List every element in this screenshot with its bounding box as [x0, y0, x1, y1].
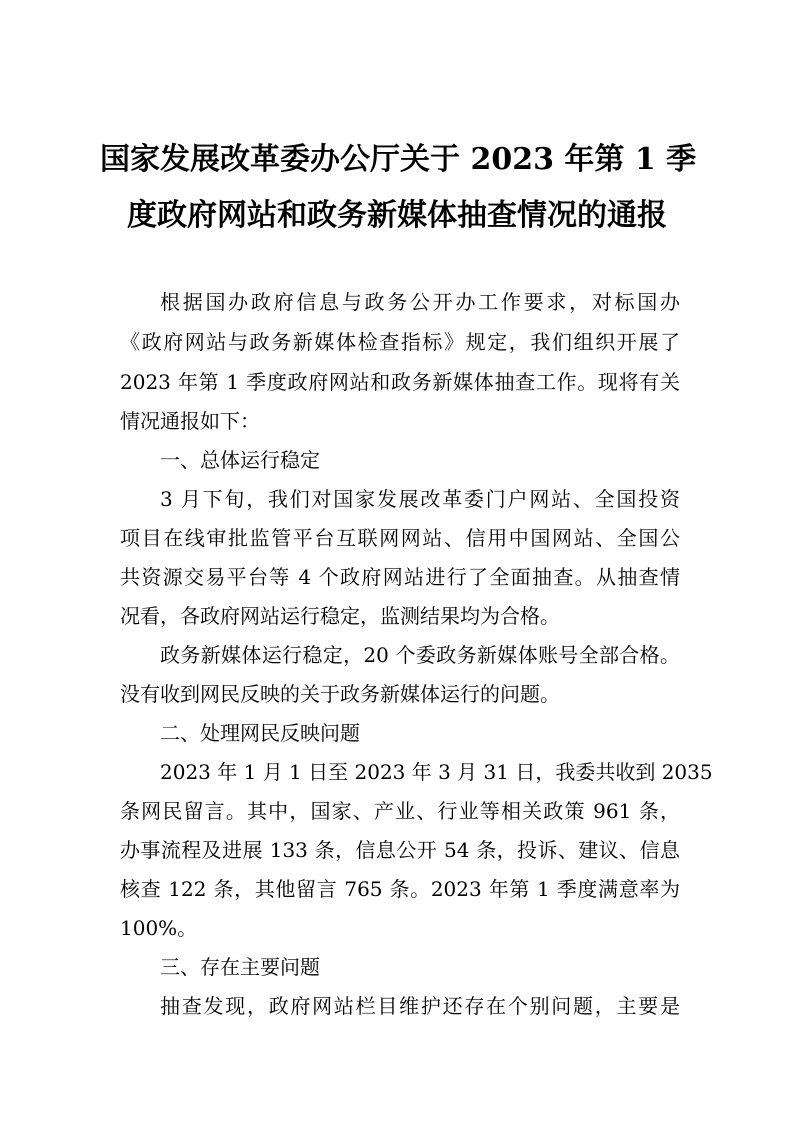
- paragraph-line: 项目在线审批监管平台互联网网站、信用中国网站、全国公: [120, 526, 680, 550]
- document-title-line-1: 国家发展改革委办公厅关于 2023 年第 1 季: [100, 142, 697, 177]
- paragraph-line: 100%。: [120, 916, 198, 940]
- paragraph-line: 3 月下旬，我们对国家发展改革委门户网站、全国投资: [160, 487, 680, 511]
- section-heading-1: 一、总体运行稳定: [160, 448, 320, 472]
- paragraph-line: 政务新媒体运行稳定，20 个委政务新媒体账号全部合格。: [160, 643, 680, 667]
- paragraph-line: 况看，各政府网站运行稳定，监测结果均为合格。: [120, 604, 560, 628]
- paragraph-line: 《政府网站与政务新媒体检查指标》规定，我们组织开展了: [120, 330, 680, 354]
- paragraph-line: 根据国办政府信息与政务公开办工作要求，对标国办: [160, 290, 680, 314]
- paragraph-line: 没有收到网民反映的关于政务新媒体运行的问题。: [120, 682, 560, 706]
- paragraph-line: 条网民留言。其中，国家、产业、行业等相关政策 961 条，: [120, 799, 680, 823]
- paragraph-line: 情况通报如下：: [120, 409, 260, 433]
- paragraph-line: 核查 122 条，其他留言 765 条。2023 年第 1 季度满意率为: [120, 877, 680, 901]
- paragraph-line: 2023 年 1 月 1 日至 2023 年 3 月 31 日，我委共收到 2035: [160, 760, 713, 784]
- paragraph-line: 抽查发现，政府网站栏目维护还存在个别问题，主要是: [160, 994, 680, 1018]
- section-heading-3: 三、存在主要问题: [160, 955, 320, 979]
- paragraph-line: 办事流程及进展 133 条，信息公开 54 条，投诉、建议、信息: [120, 838, 680, 862]
- paragraph-line: 共资源交易平台等 4 个政府网站进行了全面抽查。从抽查情: [120, 565, 680, 589]
- section-heading-2: 二、处理网民反映问题: [160, 721, 360, 745]
- document-title-line-2: 度政府网站和政务新媒体抽查情况的通报: [127, 198, 667, 233]
- paragraph-line: 2023 年第 1 季度政府网站和政务新媒体抽查工作。现将有关: [120, 370, 680, 394]
